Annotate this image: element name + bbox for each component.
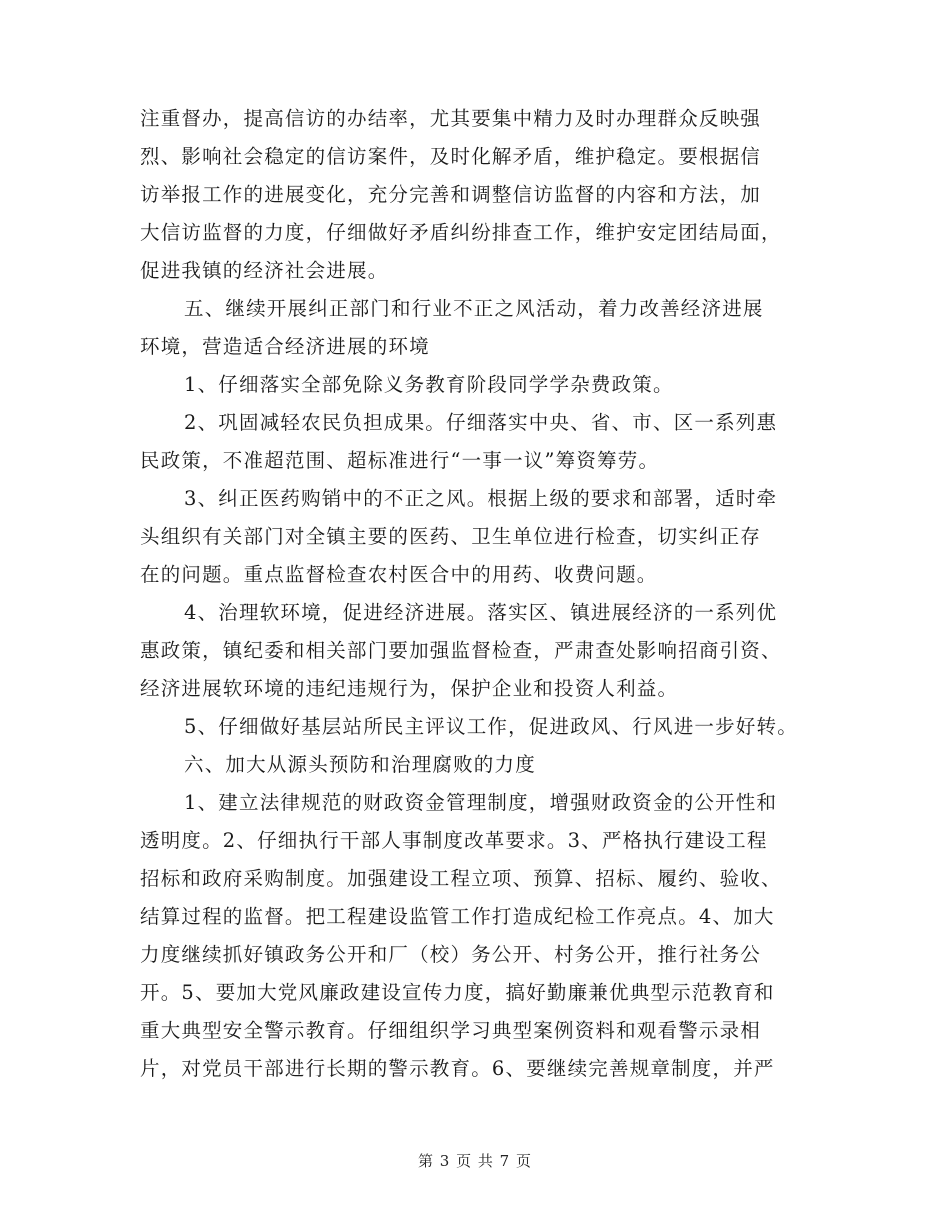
body-text [140, 100, 820, 1088]
text-line: 头组织有关部门对全镇主要的医药、卫生单位进行检查，切实纠正存 [140, 525, 762, 548]
text-line: 惠政策，镇纪委和相关部门要加强监督检查，严肃查处影响招商引资、 [140, 639, 782, 662]
text-line: 透明度。2、仔细执行干部人事制度改革要求。3、严格执行建设工程 [140, 829, 768, 852]
list-item: 4、治理软环境，促进经济进展。落实区、镇进展经济的一系列优 [184, 601, 778, 624]
text-line: 力度继续抓好镇政务公开和厂（校）务公开、村务公开，推行社务公 [140, 943, 762, 966]
text-line: 重大典型安全警示教育。仔细组织学习典型案例资料和观看警示录相 [140, 1019, 762, 1042]
text-line: 烈、影响社会稳定的信访案件，及时化解矛盾，维护稳定。要根据信 [140, 145, 762, 168]
text-line: 招标和政府采购制度。加强建设工程立项、预算、招标、履约、验收、 [140, 867, 782, 890]
list-item: 3、纠正医药购销中的不正之风。根据上级的要求和部署，适时牵 [184, 487, 778, 510]
text-line: 片，对党员干部进行长期的警示教育。6、要继续完善规章制度，并严 [140, 1057, 775, 1080]
list-item: 2、巩固减轻农民负担成果。仔细落实中央、省、市、区一系列惠 [184, 411, 778, 434]
text-line: 开。5、要加大党风廉政建设宣传力度，搞好勤廉兼优典型示范教育和 [140, 981, 775, 1004]
text-line: 在的问题。重点监督检查农村医合中的用药、收费问题。 [140, 563, 658, 586]
page-footer: 第 3 页 共 7 页 [418, 1152, 532, 1170]
section-heading-5: 五、继续开展纠正部门和行业不正之风活动，着力改善经济进展 [184, 297, 764, 320]
text-line: 大信访监督的力度，仔细做好矛盾纠纷排查工作，维护安定团结局面， [140, 221, 782, 244]
text-line: 注重督办，提高信访的办结率，尤其要集中精力及时办理群众反映强 [140, 107, 762, 130]
list-item: 1、仔细落实全部免除义务教育阶段同学学杂费政策。 [184, 373, 674, 396]
list-item: 5、仔细做好基层站所民主评议工作，促进政风、行风进一步好转。 [184, 715, 798, 738]
text-line: 经济进展软环境的违纪违规行为，保护企业和投资人利益。 [140, 677, 679, 700]
section-heading-6: 六、加大从源头预防和治理腐败的力度 [184, 753, 536, 776]
text-line: 访举报工作的进展变化，充分完善和调整信访监督的内容和方法，加 [140, 183, 762, 206]
text-line: 民政策，不准超范围、超标准进行“一事一议”筹资筹劳。 [140, 449, 660, 472]
text-line: 环境，营造适合经济进展的环境 [140, 335, 430, 358]
text-line: 促进我镇的经济社会进展。 [140, 259, 389, 282]
list-item: 1、建立法律规范的财政资金管理制度，增强财政资金的公开性和 [184, 791, 778, 814]
text-line: 结算过程的监督。把工程建设监管工作打造成纪检工作亮点。4、加大 [140, 905, 775, 928]
